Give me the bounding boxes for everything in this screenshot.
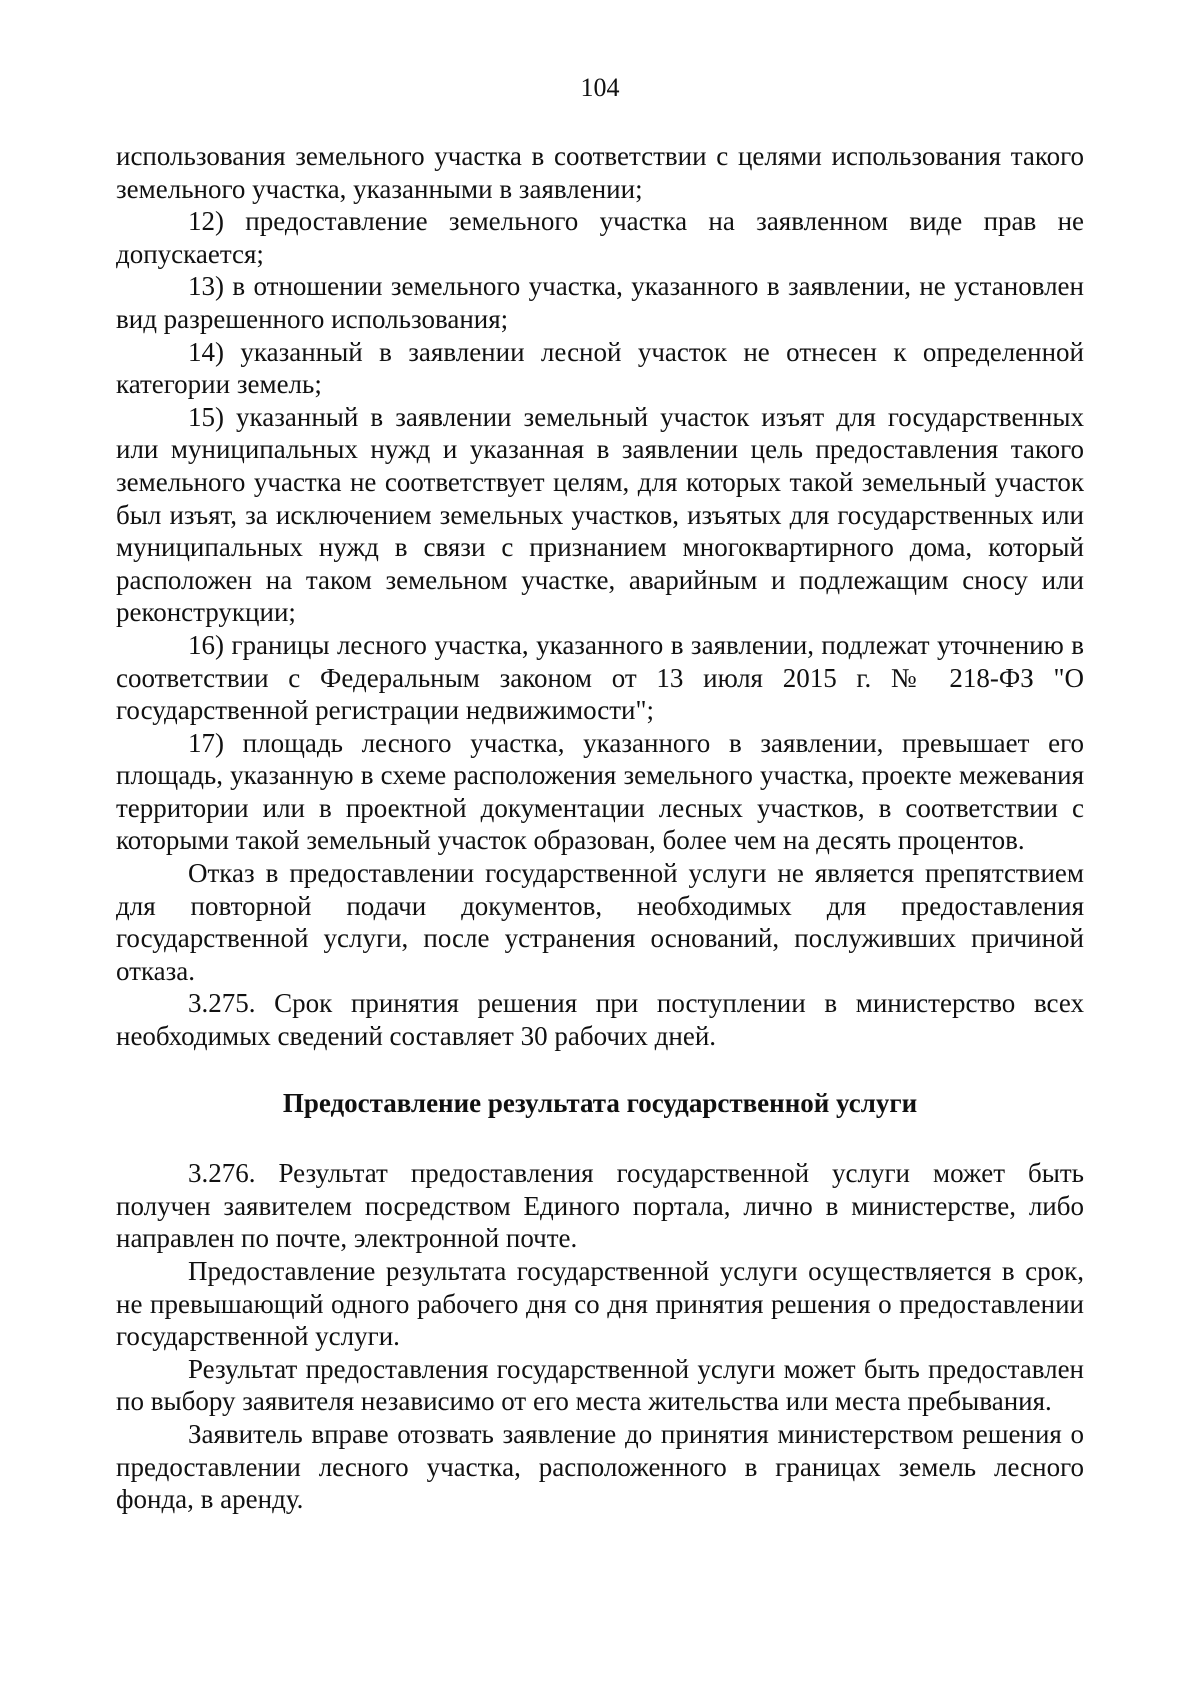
paragraph-item-12: 12) предоставление земельного участка на заявленном виде прав не допускается;: [116, 206, 1084, 269]
paragraph-3-276: 3.276. Результат предоставления государственной услуги может быть получен заявителем посредством Единого портала, лично в министерстве, либо направлен по почте, электронной почте.: [116, 1158, 1084, 1254]
paragraph-refusal-note: Отказ в предоставлении государственной услуги не является препятствием для повторной подачи документов, необходимых для предоставления государственной услуги, после устранения оснований, послуживших причиной отказа.: [116, 858, 1084, 986]
document-body: [116, 140, 1084, 1516]
paragraph-item-16: 16) границы лесного участка, указанного в заявлении, подлежат уточнению в соответствии с Федеральным законом от 13 июля 2015 г. № 218-ФЗ "О государственной регистрации недвижимости";: [116, 629, 1084, 726]
paragraph-withdrawal: Заявитель вправе отозвать заявление до принятия министерством решения о предоставлении лесного участка, расположенного в границах земель лесного фонда, в аренду.: [116, 1418, 1084, 1515]
paragraph-3-275: 3.275. Срок принятия решения при поступлении в министерство всех необходимых сведений составляет 30 рабочих дней.: [116, 988, 1084, 1052]
paragraph-result-timing: Предоставление результата государственной услуги осуществляется в срок, не превышающий одного рабочего дня со дня принятия решения о предоставлении государственной услуги.: [116, 1256, 1084, 1352]
paragraph-item-17: 17) площадь лесного участка, указанного в заявлении, превышает его площадь, указанную в схеме расположения земельного участка, проекте межевания территории или в проектной документации лесных участков, в соответствии с которыми такой земельный участок образован, более чем на десять процентов.: [116, 727, 1084, 856]
paragraph-continuation: использования земельного участка в соответствии с целями использования такого земельного участка, указанными в заявлении;: [116, 141, 1084, 204]
paragraph-item-14: 14) указанный в заявлении лесной участок не отнесен к определенной категории земель;: [116, 336, 1084, 400]
paragraph-result-location: Результат предоставления государственной услуги может быть предоставлен по выбору заявителя независимо от его места жительства или места пребывания.: [116, 1353, 1084, 1417]
page-number: 104: [580, 73, 620, 102]
paragraph-item-15: 15) указанный в заявлении земельный участок изъят для государственных или муниципальных нужд и указанная в заявлении цель предоставления такого земельного участка не соответствует целям, для которых такой земельный участок был изъят, за исключением земельных участков, изъятых для государственных или муниципальных нужд в связи с признанием многоквартирного дома, который расположен на таком земельном участке, аварийным и подлежащим сносу или реконструкции;: [116, 401, 1084, 628]
paragraph-item-13: 13) в отношении земельного участка, указанного в заявлении, не установлен вид разрешенного использования;: [116, 271, 1084, 334]
section-heading: Предоставление результата государственной услуги: [282, 1087, 918, 1118]
